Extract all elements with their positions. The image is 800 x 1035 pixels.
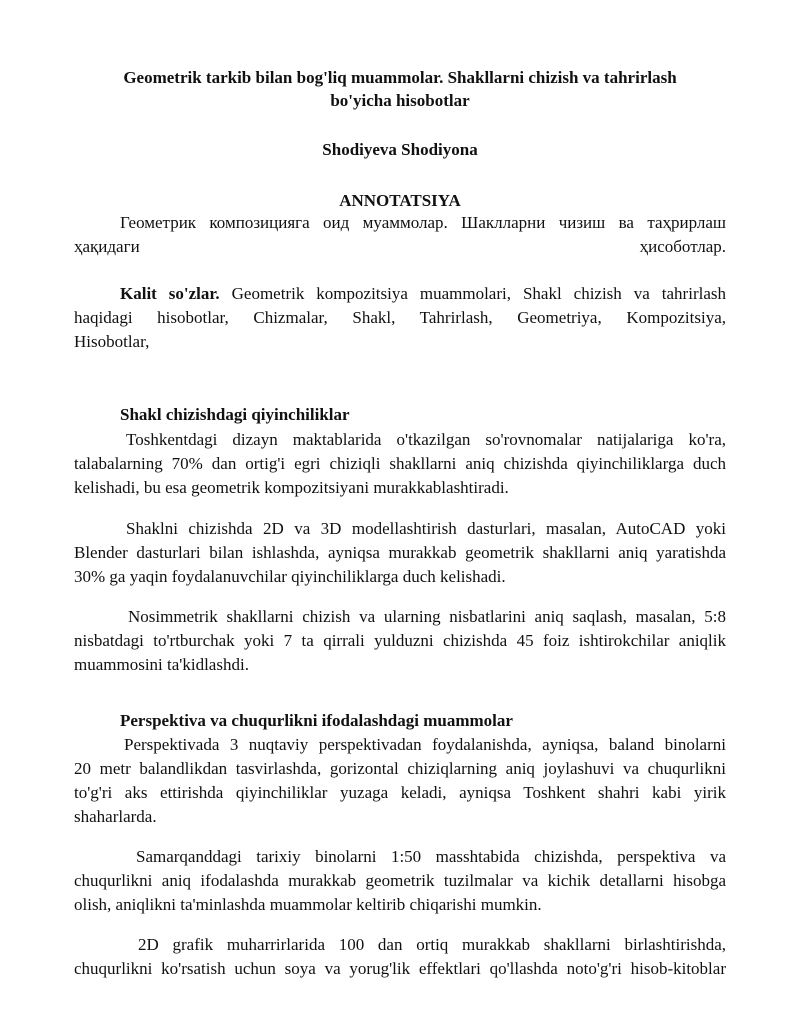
body-paragraph — [74, 605, 726, 677]
text-line: Samarqanddagi tarixiy binolarni 1:50 masshtabida chizishda, perspektiva va — [136, 847, 726, 866]
text-line — [74, 282, 726, 306]
keywords-label: Kalit so'zlar. — [120, 284, 220, 303]
section-heading: Perspektiva va chuqurlikni ifodalashdagi muammolar — [120, 711, 513, 730]
text-line: muammosini ta'kidlashdi. — [74, 655, 249, 674]
annotation-paragraph — [74, 211, 726, 259]
text-line: 30% ga yaqin foydalanuvchilar qiyinchiliklarga duch kelishadi. — [74, 567, 506, 586]
text-line: Toshkentdagi dizayn maktablarida o'tkazilgan so'rovnomalar natijalariga ko'ra, — [126, 430, 726, 449]
text-line: chuqurlikni ko'rsatish uchun soya va yorug'lik effektlari qo'llashda noto'g'ri hisob-kitoblar — [74, 959, 726, 978]
title-line: bo'yicha hisobotlar — [330, 91, 470, 110]
text-line: Геометрик композицияга оид муаммолар. Шаклларни чизиш ва таҳрирлаш — [120, 213, 726, 232]
text-line: 20 metr balandlikdan tasvirlashda, gorizontal chiziqlarning aniq joylashuvi va chuqurlikni — [74, 759, 726, 778]
body-paragraph — [74, 428, 726, 500]
text-line: talabalarning 70% dan ortig'i egri chiziqli shakllarni aniq chizishda qiyinchiliklarga duch — [74, 454, 726, 473]
text-line — [74, 235, 726, 259]
body-paragraph — [74, 933, 726, 981]
text-line: Hisobotlar, — [74, 332, 150, 351]
author-name: Shodiyeva Shodiyona — [322, 140, 478, 159]
text-line: olish, aniqlikni ta'minlashda muammolar keltirib chiqarishi mumkin. — [74, 895, 542, 914]
text-line: Perspektivada 3 nuqtaviy perspektivadan foydalanishda, ayniqsa, baland binolarni — [124, 735, 726, 754]
text-line: shaharlarda. — [74, 807, 157, 826]
text-fragment: Geometrik kompozitsiya muammolari, Shakl chizish va tahrirlash — [219, 284, 726, 303]
section-heading: Shakl chizishdagi qiyinchiliklar — [120, 405, 350, 424]
body-paragraph — [74, 733, 726, 829]
text-line: chuqurlikni aniq ifodalashda murakkab geometrik tuzilmalar va kichik detallarni hisobga — [74, 871, 726, 890]
text-line: to'g'ri aks ettirishda qiyinchiliklar yuzaga keladi, ayniqsa Toshkent shahri kabi yirik — [74, 783, 726, 802]
text-line: Shaklni chizishda 2D va 3D modellashtirish dasturlari, masalan, AutoCAD yoki — [126, 519, 726, 538]
paper-title — [74, 66, 726, 112]
text-line: Nosimmetrik shakllarni chizish va ularning nisbatlarini aniq saqlash, masalan, 5:8 — [128, 607, 726, 626]
text-line: Blender dasturlari bilan ishlashda, ayniqsa murakkab geometrik shakllarni aniq yaratishda — [74, 543, 726, 562]
body-paragraph — [74, 845, 726, 917]
text-line: haqidagi hisobotlar, Chizmalar, Shakl, Tahrirlash, Geometriya, Kompozitsiya, — [74, 308, 726, 327]
keywords-paragraph — [74, 282, 726, 354]
annotation-heading: ANNOTATSIYA — [339, 191, 461, 210]
text-line: 2D grafik muharrirlarida 100 dan ortiq murakkab shakllarni birlashtirishda, — [138, 935, 726, 954]
text-line: nisbatdagi to'rtburchak yoki 7 ta qirrali yulduzni chizishda 45 foiz ishtirokchilar aniqlik — [74, 631, 726, 650]
body-paragraph — [74, 517, 726, 589]
text-fragment: ҳисоботлар. — [639, 237, 726, 256]
text-line: kelishadi, bu esa geometrik kompozitsiyani murakkablashtiradi. — [74, 478, 509, 497]
text-fragment: ҳақидаги — [74, 237, 140, 256]
title-line: Geometrik tarkib bilan bog'liq muammolar. Shakllarni chizish va tahrirlash — [123, 68, 677, 87]
